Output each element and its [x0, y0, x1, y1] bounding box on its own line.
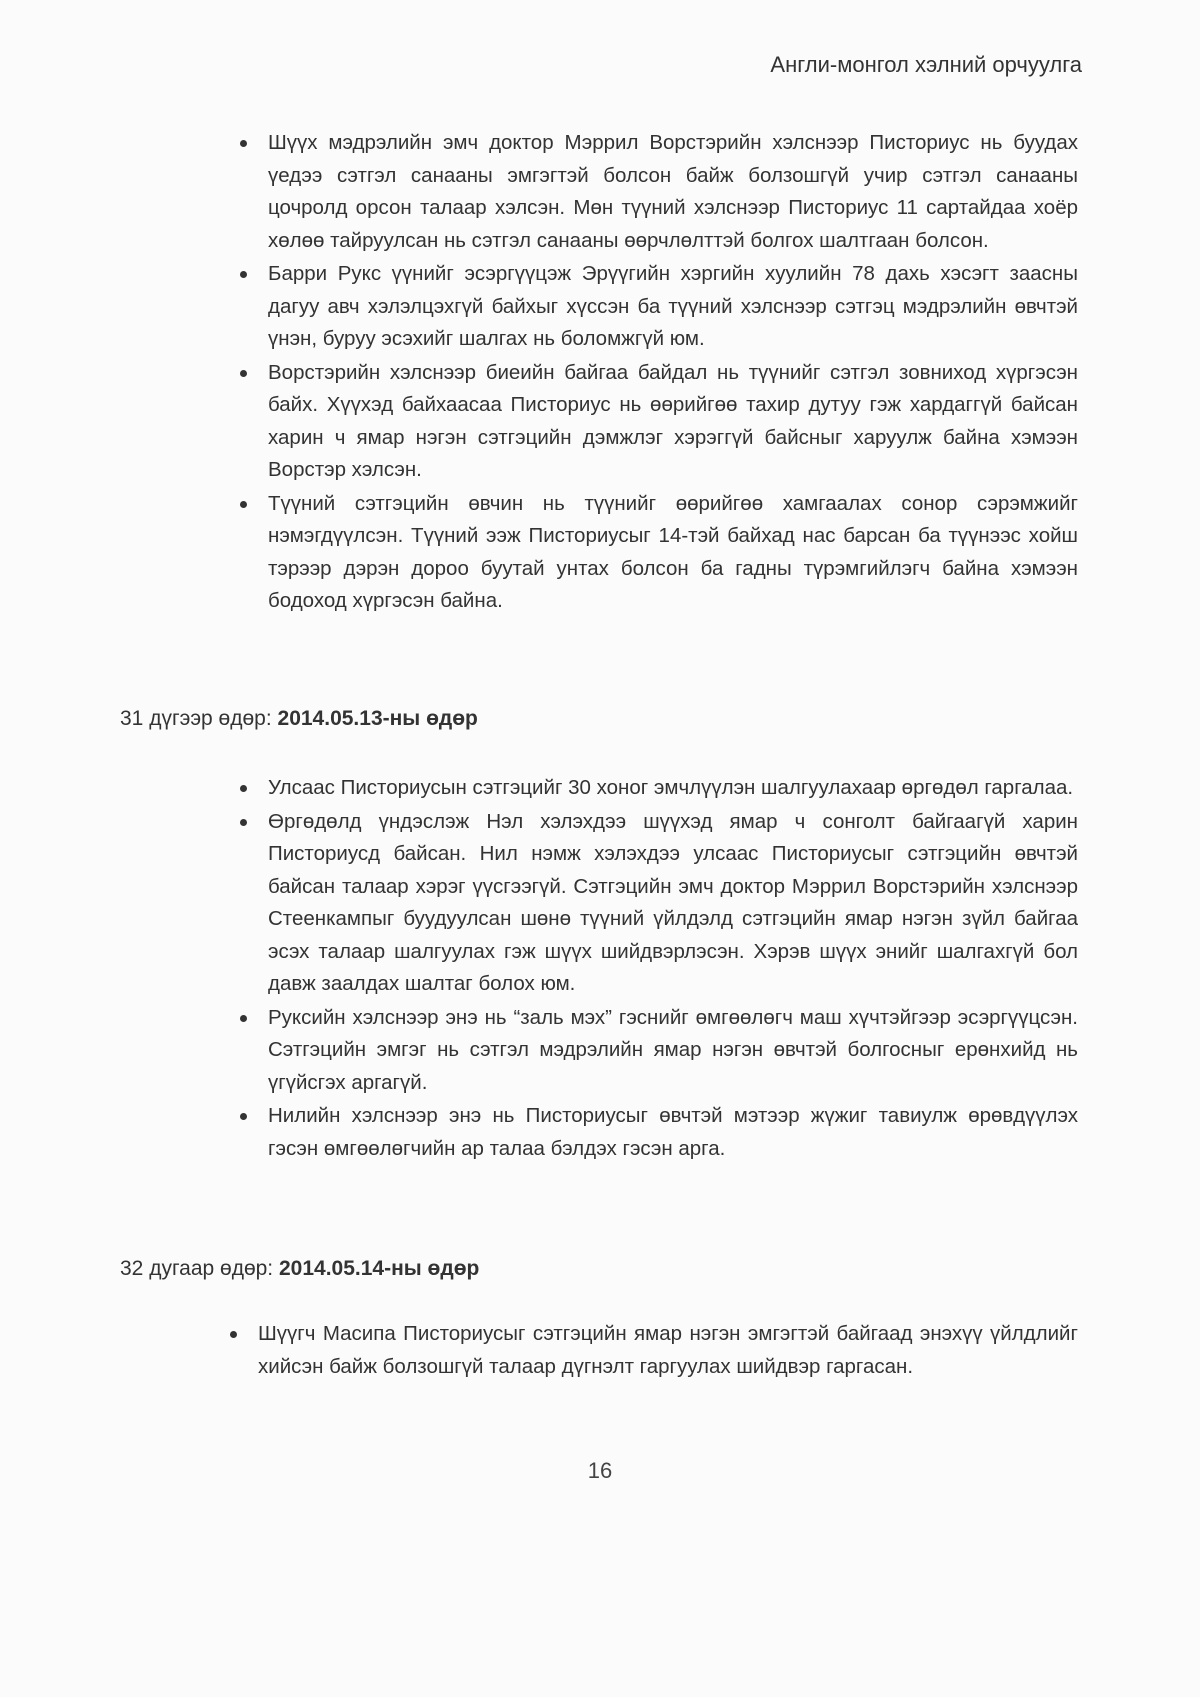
intro-bullet-list — [268, 127, 1078, 618]
list-item-text: Шүүгч Масипа Писториусыг сэтгэцийн ямар нэгэн эмгэгтэй байгаад энэхүү үйлдлийг хийсэн байж болзошгүй талаар дүгнэлт гаргуулах шийдвэр гаргасан. — [258, 1322, 1078, 1378]
list-item — [268, 127, 1078, 257]
list-item — [268, 488, 1078, 618]
list-item-text: Түүний сэтгэцийн өвчин нь түүнийг өөрийгөө хамгаалах сонор сэрэмжийг нэмэгдүүлсэн. Түүний ээж Писториусыг 14-тэй байхад нас барсан ба түүнээс хойш тэрээр дэрэн дороо буутай унтах болсон ба гадны түрэмгийлэгч байна хэмээн бодоход хүргэсэн байна. — [268, 491, 1078, 612]
heading-date: 2014.05.14-ны өдөр — [278, 1257, 480, 1280]
list-item — [268, 772, 1078, 805]
page-header: Англи-монгол хэлний орчуулга — [770, 52, 1082, 77]
bullet-icon — [230, 1331, 237, 1338]
list-item-text: Нилийн хэлснээр энэ нь Писториусыг өвчтэй мэтээр жүжиг тавиулж өрөвдүүлэх гэсэн өмгөөлөгчийн ар талаа бэлдэх гэсэн арга. — [268, 1104, 1078, 1160]
list-item — [268, 1100, 1078, 1165]
list-item-text: Ворстэрийн хэлснээр биеийн байгаа байдал нь түүнийг сэтгэл зовниход хүргэсэн байх. Хүүхэд байхаасаа Писториус нь өөрийгөө тахир дутуу гэж хардаггүй байсан харин ч ямар нэгэн сэтгэцийн дэмжлэг хэрэггүй байсныг харуулж байна хэмээн Ворстэр хэлсэн. — [268, 360, 1078, 481]
list-item — [268, 357, 1078, 487]
list-item-text: Шүүх мэдрэлийн эмч доктор Мэррил Ворстэрийн хэлснээр Писториус нь буудах үедээ сэтгэл санааны эмгэгтэй болсон байж болзошгүй учир сэтгэл санааны цочролд орсон талаар хэлсэн. Мөн түүний хэлснээр Писториус 11 сартайдаа хоёр хөлөө тайруулсан нь сэтгэл санааны өөрчлөлттэй болгох шалтгаан болсон. — [268, 131, 1078, 252]
heading-date: 2014.05.13-ны өдөр — [277, 707, 478, 730]
heading-prefix: 32 дугаар өдөр: — [120, 1257, 279, 1280]
heading-prefix: 31 дүгээр өдөр: — [120, 707, 278, 730]
day31-bullet-list — [268, 772, 1078, 1165]
day32-bullet-list — [258, 1318, 1078, 1383]
bullet-icon — [240, 140, 247, 147]
bullet-icon — [240, 819, 247, 826]
bullet-icon — [240, 1015, 247, 1022]
page-number: 16 — [587, 1458, 613, 1483]
list-item-text: Барри Рукс үүнийг эсэргүүцэж Эрүүгийн хэргийн хуулийн 78 дахь хэсэгт заасны дагуу авч хэлэлцэхгүй байхыг хүссэн ба түүний хэлснээр сэтгэц мэдрэлийн өвчтэй үнэн, буруу эсэхийг шалгах нь боломжгүй юм. — [268, 262, 1078, 350]
section-heading-day32 — [120, 1257, 479, 1281]
list-item-text: Руксийн хэлснээр энэ нь “заль мэх” гэснийг өмгөөлөгч маш хүчтэйгээр эсэргүүцсэн. Сэтгэцийн эмгэг нь сэтгэл мэдрэлийн ямар нэгэн өвчтэй болгосныг ерөнхийд нь үгүйсгэх аргагүй. — [268, 1005, 1078, 1094]
bullet-icon — [240, 271, 247, 278]
bullet-icon — [240, 370, 247, 377]
bullet-icon — [240, 501, 247, 508]
list-item — [268, 1002, 1078, 1100]
bullet-icon — [240, 1113, 247, 1120]
list-item-text: Улсаас Писториусын сэтгэцийг 30 хоног эмчлүүлэн шалгуулахаар өргөдөл гаргалаа. — [268, 776, 1074, 799]
list-item — [258, 1318, 1078, 1383]
list-item — [268, 258, 1078, 356]
bullet-icon — [240, 785, 247, 792]
list-item-text: Өргөдөлд үндэслэж Нэл хэлэхдээ шүүхэд ямар ч сонголт байгаагүй харин Писториусд байсан. Нил нэмж хэлэхдээ улсаас Писториусыг сэтгэцийн өвчтэй байсан талаар хэрэг үүсгээгүй. Сэтгэцийн эмч доктор Мэррил Ворстэрийн хэлснээр Стеенкампыг буудуулсан шөнө түүний үйлдэлд сэтгэцийн ямар нэгэн зүйл байгаа эсэх талаар шалгуулах гэж шүүх шийдвэрлэсэн. Хэрэв шүүх энийг шалгахгүй бол давж заалдах шалтаг болох юм. — [268, 809, 1078, 995]
list-item — [268, 806, 1078, 1001]
section-heading-day31 — [120, 707, 478, 731]
